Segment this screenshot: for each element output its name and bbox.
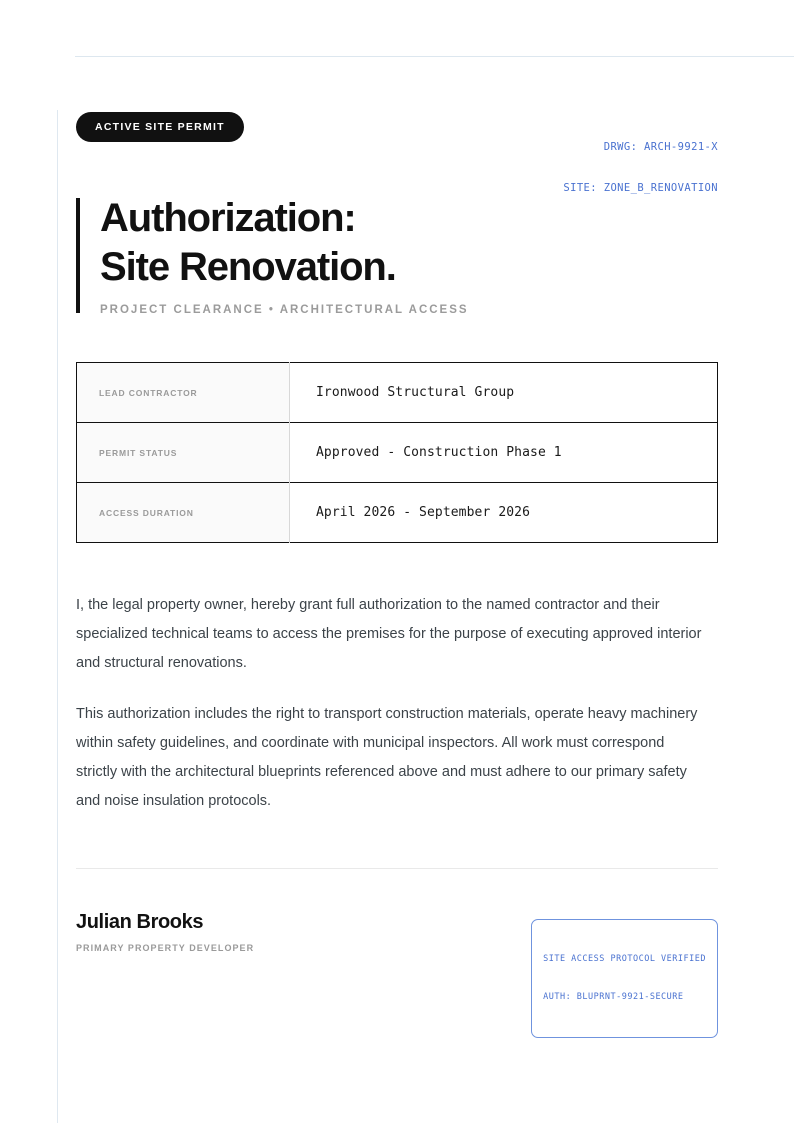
table-row [77, 483, 718, 543]
site-reference: SITE: ZONE_B_RENOVATION [563, 181, 718, 194]
signature-block [76, 911, 718, 1002]
page-title-line-1: Authorization: [100, 196, 356, 240]
page-title [100, 194, 718, 292]
verification-line-2: AUTH: BLUPRNT-9921-SECURE [543, 991, 684, 1002]
authorization-body [76, 591, 718, 816]
permit-details-table [76, 362, 718, 543]
detail-label: PERMIT STATUS [77, 423, 290, 483]
table-row [77, 423, 718, 483]
detail-value: April 2026 - September 2026 [316, 505, 531, 520]
page-left-rule [57, 110, 58, 1123]
document-header [76, 112, 718, 194]
detail-value: Ironwood Structural Group [316, 385, 515, 400]
footer-divider [76, 868, 718, 869]
page-title-line-2: Site Renovation. [100, 245, 396, 289]
page-subtitle: PROJECT CLEARANCE • ARCHITECTURAL ACCESS [100, 304, 469, 316]
body-paragraph-2: This authorization includes the right to transport construction materials, operate heavy machinery within safety guidelines, and coordinate with municipal inspectors. All work must correspond strictly with the architectural blueprints referenced above and must adhere to our primary safety and noise insulation protocols. [76, 706, 698, 809]
signer-role: PRIMARY PROPERTY DEVELOPER [76, 943, 255, 953]
title-block [76, 194, 718, 316]
detail-label: ACCESS DURATION [77, 483, 290, 543]
table-row [77, 363, 718, 423]
detail-value: Approved - Construction Phase 1 [316, 445, 562, 460]
status-badge: ACTIVE SITE PERMIT [76, 112, 244, 142]
detail-label: LEAD CONTRACTOR [77, 363, 290, 423]
verification-line-1: SITE ACCESS PROTOCOL VERIFIED [543, 954, 706, 964]
signer-name: Julian Brooks [76, 911, 204, 933]
document-sheet [76, 0, 718, 1002]
drawing-reference: DRWG: ARCH-9921-X [603, 141, 718, 153]
body-paragraph-1: I, the legal property owner, hereby grant full authorization to the named contractor and their specialized technical teams to access the premises for the purpose of executing approved interior and structural renovations. [76, 597, 702, 671]
verification-badge [531, 919, 718, 1038]
